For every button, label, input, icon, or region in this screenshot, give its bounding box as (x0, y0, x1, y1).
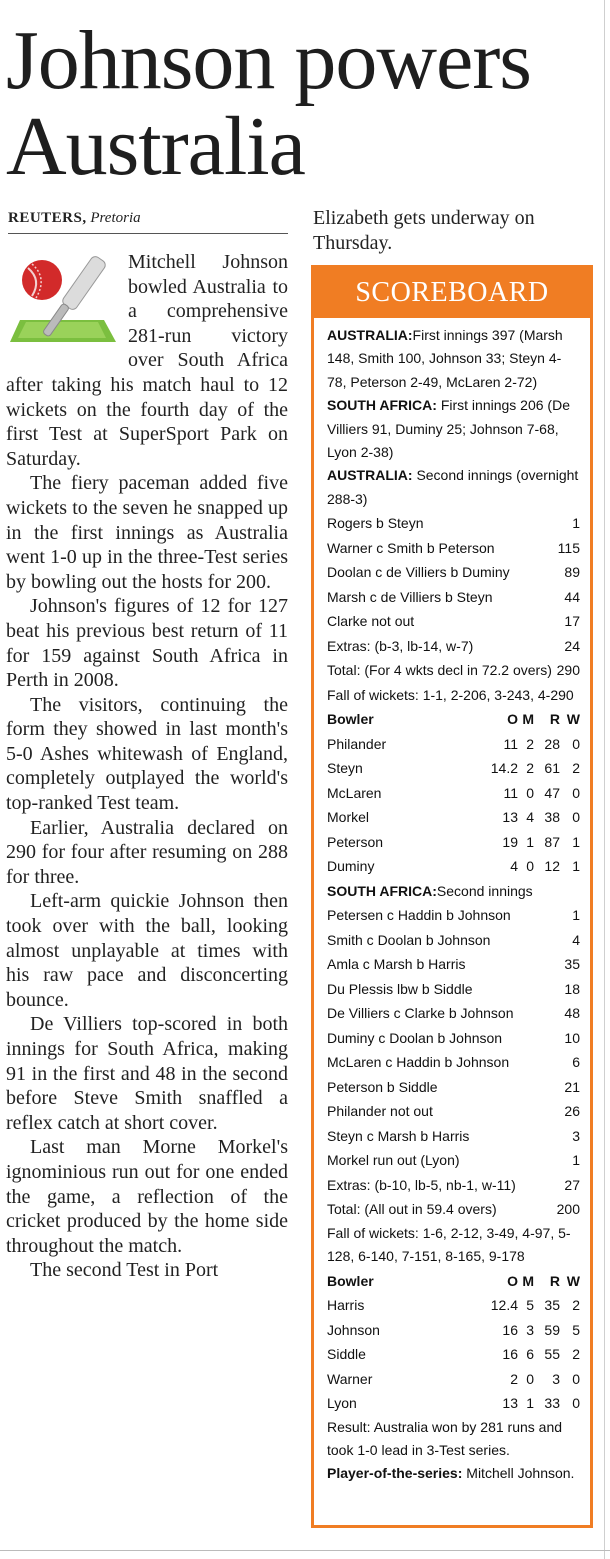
sa-second-innings (327, 879, 580, 904)
bowling-name: Steyn (327, 760, 363, 777)
batting-row (327, 928, 580, 953)
bowling-o: 16 (502, 1321, 518, 1338)
team-label: AUSTRALIA: (327, 327, 413, 343)
article-paragraph: The visitors, continuing the form they showed in last month's 5-0 Ashes whitewash of England, completely outplayed the world's top-ranked Test team. (6, 693, 288, 815)
bowling-w: 0 (572, 1370, 580, 1387)
bowling-row (327, 1293, 580, 1318)
batting-row (327, 1050, 580, 1075)
scoreboard-title: SCOREBOARD (314, 268, 590, 318)
overs-col: O (507, 1272, 518, 1289)
bowling-row (327, 732, 580, 757)
bowling-o: 12.4 (490, 1297, 518, 1314)
article-paragraph: The fiery paceman added five wickets to the seven he snapped up in the first innings as Australia went 1-0 up in the three-Test series by bowling out the hosts for 200. (6, 472, 288, 593)
bowling-name: Morkel (327, 809, 370, 826)
batsman-name: Morkel run out (Lyon) (327, 1152, 460, 1169)
batsman-name: Amla c Marsh b Harris (327, 956, 466, 973)
bowling-o: 16 (502, 1346, 518, 1363)
bowling-row (327, 756, 580, 781)
bowling-m: 2 (526, 735, 534, 752)
byline-agency: REUTERS, (8, 210, 87, 226)
batsman-name: Rogers b Steyn (327, 515, 424, 532)
bowling-o: 13 (502, 809, 518, 826)
batting-row (327, 1099, 580, 1124)
batsman-name: Peterson b Siddle (327, 1078, 438, 1095)
bowling-m: 0 (526, 858, 534, 875)
bowling-name: Lyon (327, 1395, 357, 1412)
bowling-w: 0 (572, 809, 580, 826)
batting-row (327, 585, 580, 610)
batsman-runs: 24 (564, 637, 580, 654)
batsman-name: Clarke not out (327, 613, 415, 630)
batsman-runs: 6 (572, 1054, 580, 1071)
bowling-m: 1 (526, 833, 534, 850)
runs-col: R (549, 1272, 560, 1289)
batsman-runs: 290 (556, 662, 580, 679)
bowling-m: 0 (526, 784, 534, 801)
batting-row (327, 560, 580, 585)
batsman-name: Total: (All out in 59.4 overs) (327, 1201, 497, 1218)
bowling-w: 0 (572, 784, 580, 801)
batsman-name: Steyn c Marsh b Harris (327, 1127, 470, 1144)
batsman-runs: 115 (557, 539, 580, 556)
bowling-name: Harris (327, 1297, 365, 1314)
bowling-name: Peterson (327, 833, 384, 850)
batsman-name: Doolan c de Villiers b Duminy (327, 564, 510, 581)
headline: Johnson powers Australia (6, 14, 531, 193)
bowler-col: Bowler (327, 711, 374, 728)
bowling-r: 12 (544, 858, 560, 875)
runs-col: R (549, 711, 560, 728)
bowling-r: 47 (544, 784, 560, 801)
bowling-name: Siddle (327, 1346, 366, 1363)
batsman-runs: 44 (564, 588, 580, 605)
byline-place: Pretoria (90, 210, 141, 226)
sa-first-innings (327, 394, 580, 464)
batting-row (327, 1173, 580, 1198)
aus-batting-list (327, 511, 580, 683)
bowling-w: 0 (572, 1395, 580, 1412)
article-paragraph: De Villiers top-scored in both innings for South Africa, making 91 in the first and 48 in the second before Steve Smith snaffled a reflex catch at short cover. (6, 1013, 288, 1134)
batting-row (327, 1026, 580, 1051)
batsman-runs: 1 (572, 515, 580, 532)
scoreboard (311, 265, 593, 1528)
batting-row (327, 609, 580, 634)
article-paragraph: Mitchell Johnson bowled Australia to a comprehensive 281-run victory over South Africa after taking his match haul to 12 wickets on the fourth day of the first Test at SuperSport Park on Saturday. (6, 251, 288, 470)
batting-row (327, 1075, 580, 1100)
innings-summary: First innings 206 (De Villiers 91, Duminy 25; Johnson 7-68, Lyon 2-38) (327, 397, 570, 461)
bowling-m: 5 (526, 1297, 534, 1314)
batsman-runs: 48 (564, 1005, 580, 1022)
bowling-m: 2 (526, 760, 534, 777)
bowling-m: 6 (526, 1346, 534, 1363)
bowling-r: 3 (552, 1370, 560, 1387)
bowling-w: 1 (572, 833, 580, 850)
bowling-header (327, 707, 580, 732)
bottom-rule (0, 1550, 610, 1551)
bowling-o: 4 (510, 858, 518, 875)
batsman-name: Warner c Smith b Peterson (327, 539, 495, 556)
bowling-r: 55 (544, 1346, 560, 1363)
bowling-r: 33 (544, 1395, 560, 1412)
match-result: Result: Australia won by 281 runs and took 1-0 lead in 3-Test series. (327, 1418, 563, 1458)
pos-label: Player-of-the-series: (327, 1465, 463, 1482)
wickets-col: W (566, 1272, 580, 1289)
bowling-r: 35 (544, 1297, 560, 1314)
bowling-m: 1 (526, 1395, 534, 1412)
aus-fall-of-wickets: Fall of wickets: 1-1, 2-206, 3-243, 4-290 (327, 686, 574, 703)
batting-row (327, 1197, 580, 1222)
bowling-row (327, 1391, 580, 1416)
batsman-name: Du Plessis lbw b Siddle (327, 980, 473, 997)
wickets-col: W (566, 711, 580, 728)
pos-name: Mitchell Johnson. (466, 1465, 575, 1482)
bowling-row (327, 854, 580, 879)
batsman-name: Extras: (b-10, lb-5, nb-1, w-11) (327, 1176, 516, 1193)
innings-summary: Second innings (436, 882, 533, 899)
bowling-w: 0 (572, 735, 580, 752)
article-paragraph: Last man Morne Morkel's ignominious run out for one ended the game, a reflection of the cricket produced by the home side throughout the match. (6, 1136, 288, 1257)
batting-row (327, 977, 580, 1002)
bowling-r: 61 (544, 760, 560, 777)
batsman-name: McLaren c Haddin b Johnson (327, 1054, 510, 1071)
bowling-row (327, 830, 580, 855)
team-label: AUSTRALIA: (327, 467, 413, 484)
article-continuation: Elizabeth gets underway on Thursday. (313, 207, 535, 254)
bowling-w: 2 (572, 760, 580, 777)
batting-row (327, 1124, 580, 1149)
scoreboard-body (314, 318, 590, 1486)
batsman-name: Duminy c Doolan b Johnson (327, 1029, 503, 1046)
batsman-name: Smith c Doolan b Johnson (327, 931, 491, 948)
batting-row (327, 658, 580, 683)
bowling-w: 2 (572, 1297, 580, 1314)
bowling-name: Johnson (327, 1321, 380, 1338)
bowling-row (327, 1367, 580, 1392)
bowling-header (327, 1269, 580, 1294)
batsman-runs: 89 (564, 564, 580, 581)
bowling-r: 28 (544, 735, 560, 752)
batsman-runs: 21 (564, 1078, 580, 1095)
bowling-row (327, 805, 580, 830)
batting-row (327, 511, 580, 536)
overs-col: O (507, 711, 518, 728)
batting-row (327, 1148, 580, 1173)
batsman-runs: 18 (564, 980, 580, 997)
batsman-runs: 10 (564, 1029, 580, 1046)
sa-batting-list (327, 903, 580, 1222)
maidens-col: M (522, 711, 534, 728)
bowling-r: 87 (544, 833, 560, 850)
bowling-w: 5 (572, 1321, 580, 1338)
bowling-o: 2 (510, 1370, 518, 1387)
bowling-row (327, 781, 580, 806)
bowling-o: 11 (503, 735, 518, 752)
bowling-name: Duminy (327, 858, 375, 875)
batsman-runs: 200 (556, 1201, 580, 1218)
batsman-name: Philander not out (327, 1103, 433, 1120)
batsman-runs: 4 (572, 931, 580, 948)
bowling-o: 13 (502, 1395, 518, 1412)
batsman-runs: 1 (572, 1152, 580, 1169)
bowling-w: 1 (572, 858, 580, 875)
batting-row (327, 1001, 580, 1026)
batting-row (327, 952, 580, 977)
bowling-m: 3 (526, 1321, 534, 1338)
bowling-name: Philander (327, 735, 387, 752)
batting-row (327, 536, 580, 561)
bowling-o: 19 (502, 833, 518, 850)
sa-bowling-list (327, 732, 580, 879)
article-paragraph: The second Test in Port (30, 1259, 219, 1282)
batsman-name: De Villiers c Clarke b Johnson (327, 1005, 514, 1022)
column-rule (604, 0, 605, 1559)
cricket-ball-bat-icon (6, 250, 122, 350)
batsman-runs: 17 (564, 613, 580, 630)
bowling-name: Warner (327, 1370, 373, 1387)
article-paragraph: Earlier, Australia declared on 290 for four after resuming on 288 for three. (6, 816, 288, 888)
batting-row (327, 634, 580, 659)
article-column-1 (6, 250, 288, 1283)
aus-second-innings (327, 464, 580, 511)
team-label: SOUTH AFRICA: (327, 882, 437, 899)
maidens-col: M (522, 1272, 534, 1289)
batsman-runs: 35 (564, 956, 580, 973)
innings-summary: First innings 397 (Marsh 148, Smith 100, Johnson 33; Steyn 4-78, Peterson 2-49, McLaren 2-72) (327, 327, 563, 390)
bowling-o: 14.2 (490, 760, 518, 777)
batsman-runs: 27 (564, 1176, 580, 1193)
batsman-runs: 26 (564, 1103, 580, 1120)
batsman-name: Petersen c Haddin b Johnson (327, 907, 511, 924)
bowler-col: Bowler (327, 1272, 374, 1289)
aus-first-innings (327, 324, 580, 394)
bowling-name: McLaren (327, 784, 382, 801)
batsman-name: Total: (For 4 wkts decl in 72.2 overs) (327, 662, 552, 679)
article-paragraph: Johnson's figures of 12 for 127 beat his previous best return of 11 for 159 against South Africa in Perth in 2008. (6, 595, 288, 692)
byline (8, 210, 288, 234)
bowling-row (327, 1342, 580, 1367)
bowling-r: 38 (544, 809, 560, 826)
batsman-runs: 3 (572, 1127, 580, 1144)
batsman-name: Extras: (b-3, lb-14, w-7) (327, 637, 474, 654)
batsman-name: Marsh c de Villiers b Steyn (327, 588, 493, 605)
bowling-r: 59 (544, 1321, 560, 1338)
bowling-row (327, 1318, 580, 1343)
article-paragraph: Left-arm quickie Johnson then took over with the ball, looking almost unplayable at times with his raw pace and disconcerting bounce. (6, 890, 288, 1011)
bowling-o: 11 (503, 784, 518, 801)
sa-fall-of-wickets: Fall of wickets: 1-6, 2-12, 3-49, 4-97, 5-128, 6-140, 7-151, 8-165, 9-178 (327, 1224, 571, 1265)
batting-row (327, 903, 580, 928)
team-label: SOUTH AFRICA: (327, 397, 437, 414)
batsman-runs: 1 (572, 907, 580, 924)
player-of-series (327, 1462, 580, 1485)
bowling-m: 0 (526, 1370, 534, 1387)
bowling-w: 2 (572, 1346, 580, 1363)
innings-summary: Second innings (overnight 288-3) (327, 467, 579, 507)
aus-bowling-list (327, 1293, 580, 1416)
bowling-m: 4 (526, 809, 534, 826)
